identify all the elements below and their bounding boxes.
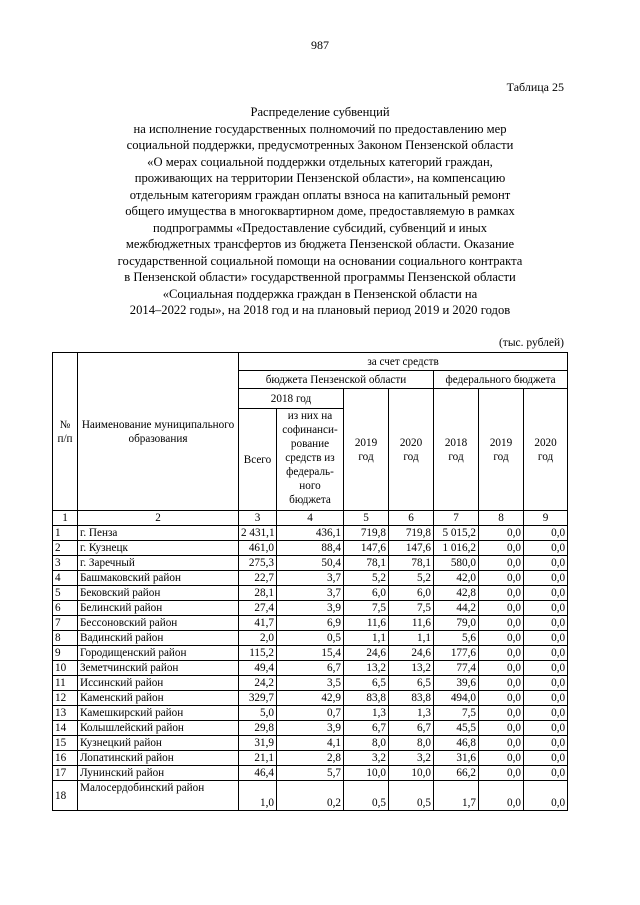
value-cell: 5,7 <box>277 766 344 781</box>
value-cell: 6,5 <box>344 676 389 691</box>
value-cell: 0,0 <box>479 601 524 616</box>
value-cell: 13,2 <box>389 661 434 676</box>
page-number: 987 <box>311 38 329 52</box>
value-cell: 0,0 <box>524 691 568 706</box>
table-row <box>53 631 568 646</box>
value-cell: 6,0 <box>389 586 434 601</box>
value-cell: 0,0 <box>479 526 524 541</box>
value-cell: 46,8 <box>434 736 479 751</box>
table-row <box>53 721 568 736</box>
municipality-name: Иссинский район <box>78 676 239 691</box>
title-line: социальной поддержки, предусмотренных Законом Пензенской области <box>126 138 514 152</box>
row-number: 5 <box>53 586 78 601</box>
value-cell: 6,5 <box>389 676 434 691</box>
row-number: 10 <box>53 661 78 676</box>
value-cell: 8,0 <box>344 736 389 751</box>
value-cell: 31,6 <box>434 751 479 766</box>
value-cell: 0,0 <box>479 781 524 811</box>
value-cell: 1,3 <box>389 706 434 721</box>
municipality-name: Лунинский район <box>78 766 239 781</box>
title-line: отдельным категориям граждан оплаты взноса на капитальный ремонт <box>129 187 511 202</box>
value-cell: 0,0 <box>479 721 524 736</box>
row-number: 12 <box>53 691 78 706</box>
value-cell: 719,8 <box>389 526 434 541</box>
subsidy-table <box>52 352 568 811</box>
value-cell: 21,1 <box>239 751 277 766</box>
row-number: 11 <box>53 676 78 691</box>
value-cell: 0,0 <box>479 631 524 646</box>
table-row <box>53 736 568 751</box>
table-label: Таблица 25 <box>506 80 564 94</box>
value-cell: 5,2 <box>389 571 434 586</box>
municipality-name: Лопатинский район <box>78 751 239 766</box>
value-cell: 275,3 <box>239 556 277 571</box>
header-row-1 <box>53 353 568 371</box>
value-cell: 1,7 <box>434 781 479 811</box>
value-cell: 83,8 <box>389 691 434 706</box>
value-cell: 24,2 <box>239 676 277 691</box>
value-cell: 329,7 <box>239 691 277 706</box>
value-cell: 10,0 <box>389 766 434 781</box>
table-row <box>53 541 568 556</box>
value-cell: 39,6 <box>434 676 479 691</box>
municipality-name: Малосердобинский район <box>78 781 239 811</box>
value-cell: 3,9 <box>277 601 344 616</box>
value-cell: 50,4 <box>277 556 344 571</box>
value-cell: 0,0 <box>479 691 524 706</box>
value-cell: 7,5 <box>344 601 389 616</box>
value-cell: 0,5 <box>344 781 389 811</box>
column-number: 9 <box>524 511 568 526</box>
column-number: 8 <box>479 511 524 526</box>
value-cell: 29,8 <box>239 721 277 736</box>
value-cell: 5,2 <box>344 571 389 586</box>
table-row <box>53 661 568 676</box>
value-cell: 44,2 <box>434 601 479 616</box>
municipality-name: Башмаковский район <box>78 571 239 586</box>
value-cell: 0,0 <box>524 601 568 616</box>
value-cell: 0,0 <box>479 586 524 601</box>
value-cell: 0,0 <box>479 676 524 691</box>
row-number: 13 <box>53 706 78 721</box>
value-cell: 580,0 <box>434 556 479 571</box>
municipality-name: г. Заречный <box>78 556 239 571</box>
value-cell: 5 015,2 <box>434 526 479 541</box>
value-cell: 0,5 <box>389 781 434 811</box>
value-cell: 0,0 <box>479 556 524 571</box>
value-cell: 45,5 <box>434 721 479 736</box>
title-line: Распределение субвенций <box>250 105 390 119</box>
value-cell: 78,1 <box>344 556 389 571</box>
value-cell: 0,0 <box>524 781 568 811</box>
value-cell: 0,0 <box>479 766 524 781</box>
title-line: в Пензенской области» государственной программы Пензенской области <box>124 270 516 284</box>
value-cell: 22,7 <box>239 571 277 586</box>
value-cell: 6,7 <box>389 721 434 736</box>
row-number: 8 <box>53 631 78 646</box>
value-cell: 147,6 <box>344 541 389 556</box>
value-cell: 6,7 <box>277 661 344 676</box>
title-line: 2014–2022 годы», на 2018 год и на плановый период 2019 и 2020 годов <box>129 303 511 317</box>
table-row <box>53 766 568 781</box>
table-row <box>53 586 568 601</box>
value-cell: 2,0 <box>239 631 277 646</box>
value-cell: 0,0 <box>524 721 568 736</box>
value-cell: 0,0 <box>524 556 568 571</box>
title-line: на исполнение государственных полномочий по предоставлению мер <box>133 121 507 136</box>
row-number: 1 <box>53 526 78 541</box>
value-cell: 494,0 <box>434 691 479 706</box>
row-number: 2 <box>53 541 78 556</box>
table-row <box>53 556 568 571</box>
table-row <box>53 751 568 766</box>
value-cell: 1,1 <box>344 631 389 646</box>
value-cell: 461,0 <box>239 541 277 556</box>
value-cell: 0,0 <box>479 706 524 721</box>
title-line: проживающих на территории Пензенской области», на компенсацию <box>134 171 506 185</box>
value-cell: 0,0 <box>479 571 524 586</box>
value-cell: 147,6 <box>389 541 434 556</box>
row-number: 17 <box>53 766 78 781</box>
value-cell: 49,4 <box>239 661 277 676</box>
value-cell: 1 016,2 <box>434 541 479 556</box>
value-cell: 2,8 <box>277 751 344 766</box>
table-row <box>53 706 568 721</box>
value-cell: 46,4 <box>239 766 277 781</box>
header-federal: федерального бюджета <box>434 371 568 389</box>
table-row <box>53 616 568 631</box>
value-cell: 42,0 <box>434 571 479 586</box>
table-row <box>53 571 568 586</box>
municipality-name: Камешкирский район <box>78 706 239 721</box>
value-cell: 31,9 <box>239 736 277 751</box>
column-number: 6 <box>389 511 434 526</box>
value-cell: 11,6 <box>389 616 434 631</box>
value-cell: 10,0 <box>344 766 389 781</box>
municipality-name: Бековский район <box>78 586 239 601</box>
column-number: 5 <box>344 511 389 526</box>
value-cell: 15,4 <box>277 646 344 661</box>
value-cell: 28,1 <box>239 586 277 601</box>
value-cell: 0,0 <box>524 616 568 631</box>
value-cell: 4,1 <box>277 736 344 751</box>
value-cell: 77,4 <box>434 661 479 676</box>
value-cell: 0,7 <box>277 706 344 721</box>
row-number: 14 <box>53 721 78 736</box>
row-number: 3 <box>53 556 78 571</box>
table-row <box>53 646 568 661</box>
title-line: подпрограммы «Предоставление субсидий, субвенций и иных <box>153 220 487 235</box>
value-cell: 2 431,1 <box>239 526 277 541</box>
row-number: 6 <box>53 601 78 616</box>
header-federal-2018: 2018 год <box>434 389 479 511</box>
header-total: Всего <box>239 409 277 511</box>
value-cell: 24,6 <box>389 646 434 661</box>
title-line: «О мерах социальной поддержки отдельных категорий граждан, <box>147 154 493 169</box>
value-cell: 0,0 <box>479 751 524 766</box>
value-cell: 0,0 <box>524 571 568 586</box>
row-number: 18 <box>53 781 78 811</box>
column-number: 1 <box>53 511 78 526</box>
value-cell: 0,0 <box>524 736 568 751</box>
column-number: 3 <box>239 511 277 526</box>
value-cell: 83,8 <box>344 691 389 706</box>
value-cell: 11,6 <box>344 616 389 631</box>
municipality-name: г. Кузнецк <box>78 541 239 556</box>
municipality-name: Городищенский район <box>78 646 239 661</box>
value-cell: 0,0 <box>479 541 524 556</box>
value-cell: 3,2 <box>389 751 434 766</box>
value-cell: 0,0 <box>479 661 524 676</box>
value-cell: 719,8 <box>344 526 389 541</box>
value-cell: 6,7 <box>344 721 389 736</box>
value-cell: 3,2 <box>344 751 389 766</box>
header-no: № п/п <box>53 353 78 511</box>
value-cell: 66,2 <box>434 766 479 781</box>
value-cell: 3,5 <box>277 676 344 691</box>
value-cell: 7,5 <box>434 706 479 721</box>
column-number-row <box>53 511 568 526</box>
value-cell: 0,0 <box>479 616 524 631</box>
value-cell: 1,1 <box>389 631 434 646</box>
value-cell: 1,3 <box>344 706 389 721</box>
header-federal-2020: 2020 год <box>524 389 568 511</box>
header-year-2018: 2018 год <box>239 389 344 409</box>
value-cell: 0,0 <box>524 586 568 601</box>
title-line: общего имущества в многоквартирном доме, предоставляемую в рамках <box>125 204 515 218</box>
title-line: государственной социальной помощи на основании социального контракта <box>117 253 523 268</box>
municipality-name: Вадинский район <box>78 631 239 646</box>
municipality-name: Колышлейский район <box>78 721 239 736</box>
municipality-name: Каменский район <box>78 691 239 706</box>
table-row <box>53 526 568 541</box>
municipality-name: Кузнецкий район <box>78 736 239 751</box>
value-cell: 88,4 <box>277 541 344 556</box>
value-cell: 0,0 <box>524 751 568 766</box>
header-funding: за счет средств <box>239 353 568 371</box>
value-cell: 24,6 <box>344 646 389 661</box>
value-cell: 0,0 <box>524 631 568 646</box>
value-cell: 79,0 <box>434 616 479 631</box>
municipality-name: Бессоновский район <box>78 616 239 631</box>
header-regional-2020: 2020 год <box>389 389 434 511</box>
value-cell: 42,8 <box>434 586 479 601</box>
value-cell: 6,9 <box>277 616 344 631</box>
value-cell: 0,5 <box>277 631 344 646</box>
value-cell: 0,2 <box>277 781 344 811</box>
value-cell: 177,6 <box>434 646 479 661</box>
value-cell: 3,7 <box>277 571 344 586</box>
value-cell: 0,0 <box>479 646 524 661</box>
column-number: 4 <box>277 511 344 526</box>
value-cell: 41,7 <box>239 616 277 631</box>
row-number: 16 <box>53 751 78 766</box>
row-number: 4 <box>53 571 78 586</box>
value-cell: 0,0 <box>524 526 568 541</box>
header-cofinancing: из них на софинанси-рование средств из федераль-ного бюджета <box>277 409 344 511</box>
row-number: 15 <box>53 736 78 751</box>
value-cell: 78,1 <box>389 556 434 571</box>
value-cell: 13,2 <box>344 661 389 676</box>
header-federal-2019: 2019 год <box>479 389 524 511</box>
document-title <box>60 104 580 319</box>
value-cell: 0,0 <box>524 661 568 676</box>
municipality-name: Земетчинский район <box>78 661 239 676</box>
value-cell: 1,0 <box>239 781 277 811</box>
value-cell: 6,0 <box>344 586 389 601</box>
title-line: «Социальная поддержка граждан в Пензенской области на <box>162 286 478 301</box>
value-cell: 115,2 <box>239 646 277 661</box>
value-cell: 42,9 <box>277 691 344 706</box>
value-cell: 5,0 <box>239 706 277 721</box>
value-cell: 7,5 <box>389 601 434 616</box>
table-row <box>53 691 568 706</box>
table-row <box>53 676 568 691</box>
title-line: межбюджетных трансфертов из бюджета Пензенской области. Оказание <box>125 237 515 251</box>
value-cell: 3,9 <box>277 721 344 736</box>
column-number: 2 <box>78 511 239 526</box>
value-cell: 0,0 <box>524 541 568 556</box>
row-number: 7 <box>53 616 78 631</box>
municipality-name: Белинский район <box>78 601 239 616</box>
column-number: 7 <box>434 511 479 526</box>
value-cell: 0,0 <box>524 676 568 691</box>
value-cell: 27,4 <box>239 601 277 616</box>
value-cell: 3,7 <box>277 586 344 601</box>
value-cell: 5,6 <box>434 631 479 646</box>
value-cell: 0,0 <box>524 706 568 721</box>
value-cell: 0,0 <box>479 736 524 751</box>
row-number: 9 <box>53 646 78 661</box>
municipality-name: г. Пенза <box>78 526 239 541</box>
table-row <box>53 601 568 616</box>
value-cell: 0,0 <box>524 766 568 781</box>
header-regional: бюджета Пензенской области <box>239 371 434 389</box>
table-row <box>53 781 568 811</box>
value-cell: 436,1 <box>277 526 344 541</box>
units-note: (тыс. рублей) <box>498 337 564 349</box>
header-regional-2019: 2019 год <box>344 389 389 511</box>
value-cell: 0,0 <box>524 646 568 661</box>
value-cell: 8,0 <box>389 736 434 751</box>
header-name: Наименование муниципального образования <box>78 353 239 511</box>
